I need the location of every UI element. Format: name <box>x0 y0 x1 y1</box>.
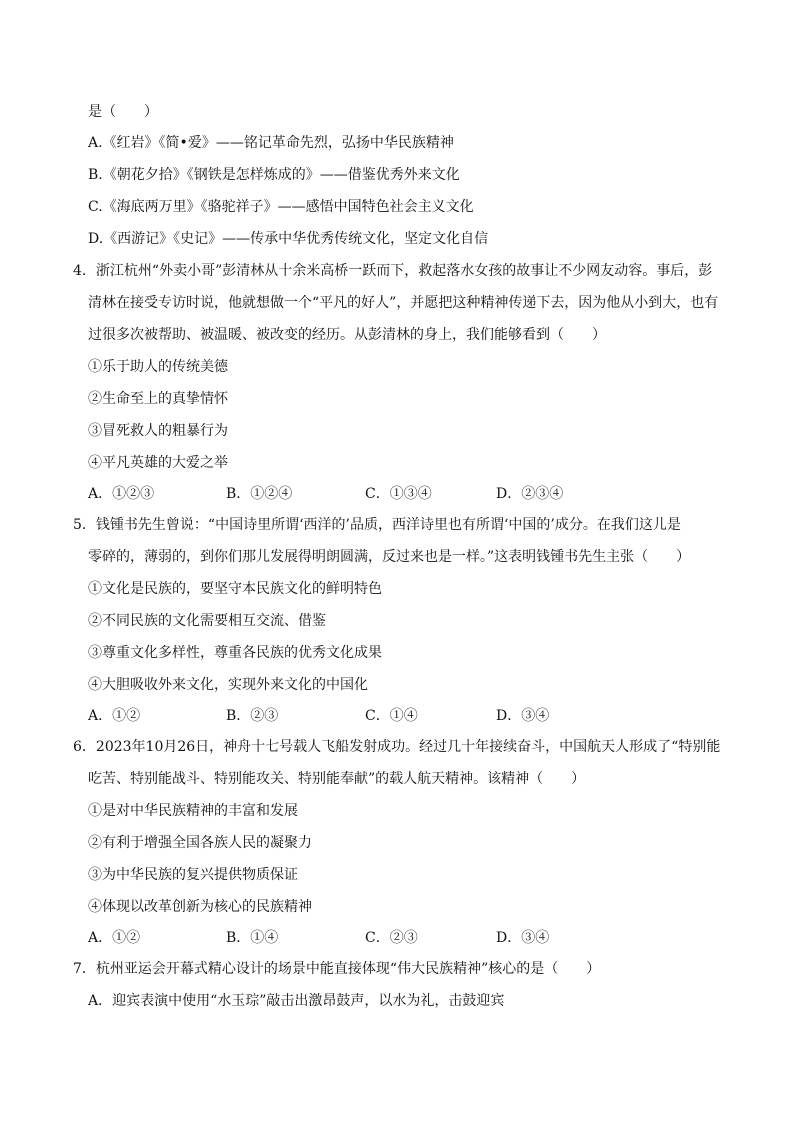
q4-choice-c: C．①③④ <box>365 486 432 502</box>
q6-choice-c: C．②③ <box>365 930 418 946</box>
q3-option-b: B.《朝花夕拾》《钢铁是怎样炼成的》——借鉴优秀外来文化 <box>88 167 460 183</box>
q3-option-c: C.《海底两万里》《骆驼祥子》——感悟中国特色社会主义文化 <box>88 199 474 215</box>
q6-choice-d: D．③④ <box>496 930 550 946</box>
q4-stem-line-2: 清林在接受专访时说，他就想做一个“平凡的好人”，并愿把这种精神传递下去，因为他从小到大，也有 <box>88 295 719 311</box>
q5-item-1: ①文化是民族的，要坚守本民族文化的鲜明特色 <box>88 581 382 597</box>
q4-item-4: ④平凡英雄的大爱之举 <box>88 455 228 471</box>
q5-item-3: ③尊重文化多样性，尊重各民族的优秀文化成果 <box>88 645 382 661</box>
q5-choice-a: A．①② <box>88 708 141 724</box>
q4-choice-b: B．①②④ <box>226 486 293 502</box>
q4-stem-line-1: 4．浙江杭州“外卖小哥”彭清林从十余米高桥一跃而下，救起落水女孩的故事让不少网友动容。事后，彭 <box>73 263 713 279</box>
q7-option-a: A．迎宾表演中使用“水玉琮”敲击出激昂鼓声，以水为礼，击鼓迎宾 <box>88 993 505 1009</box>
q6-item-4: ④体现以改革创新为核心的民族精神 <box>88 899 312 915</box>
q4-item-2: ②生命至上的真挚情怀 <box>88 391 228 407</box>
q5-choice-c: C．①④ <box>365 708 418 724</box>
q5-item-2: ②不同民族的文化需要相互交流、借鉴 <box>88 613 326 629</box>
q6-stem-line-2: 吃苦、特别能战斗、特别能攻关、特别能奉献”的载人航天精神。该精神（ ） <box>88 771 586 787</box>
q4-item-3: ③冒死救人的粗暴行为 <box>88 423 228 439</box>
q5-stem-line-1: 5．钱锺书先生曾说：“中国诗里所谓‘西洋的’品质，西洋诗里也有所谓‘中国的’成分。在我们这儿是 <box>73 517 681 533</box>
q5-choice-b: B．②③ <box>226 708 279 724</box>
q4-choice-a: A．①②③ <box>88 486 155 502</box>
q4-stem-line-3: 过很多次被帮助、被温暖、被改变的经历。从彭清林的身上，我们能够看到（ ） <box>88 327 606 343</box>
q6-stem-line-1: 6．2023年10月26日，神舟十七号载人飞船发射成功。经过几十年接续奋斗，中国航天人形成了“特别能 <box>73 739 721 755</box>
q4-choice-d: D．②③④ <box>496 486 564 502</box>
q6-choice-a: A．①② <box>88 930 141 946</box>
q5-choice-d: D．③④ <box>496 708 550 724</box>
q3-option-d: D.《西游记》《史记》——传承中华优秀传统文化，坚定文化自信 <box>88 231 489 247</box>
q7-stem: 7．杭州亚运会开幕式精心设计的场景中能直接体现“伟大民族精神”核心的是（ ） <box>73 961 601 977</box>
q3-stem-tail: 是（ ） <box>88 104 158 120</box>
q6-choice-b: B．①④ <box>226 930 279 946</box>
q3-option-a: A.《红岩》《简•爱》——铭记革命先烈，弘扬中华民族精神 <box>88 135 454 151</box>
q5-stem-line-2: 零碎的，薄弱的，到你们那儿发展得明朗圆满，反过来也是一样。”这表明钱锺书先生主张（ ） <box>88 549 691 565</box>
q6-item-1: ①是对中华民族精神的丰富和发展 <box>88 803 298 819</box>
q6-item-2: ②有利于增强全国各族人民的凝聚力 <box>88 835 312 851</box>
q4-item-1: ①乐于助人的传统美德 <box>88 359 228 375</box>
q6-item-3: ③为中华民族的复兴提供物质保证 <box>88 867 298 883</box>
q5-item-4: ④大胆吸收外来文化，实现外来文化的中国化 <box>88 677 368 693</box>
